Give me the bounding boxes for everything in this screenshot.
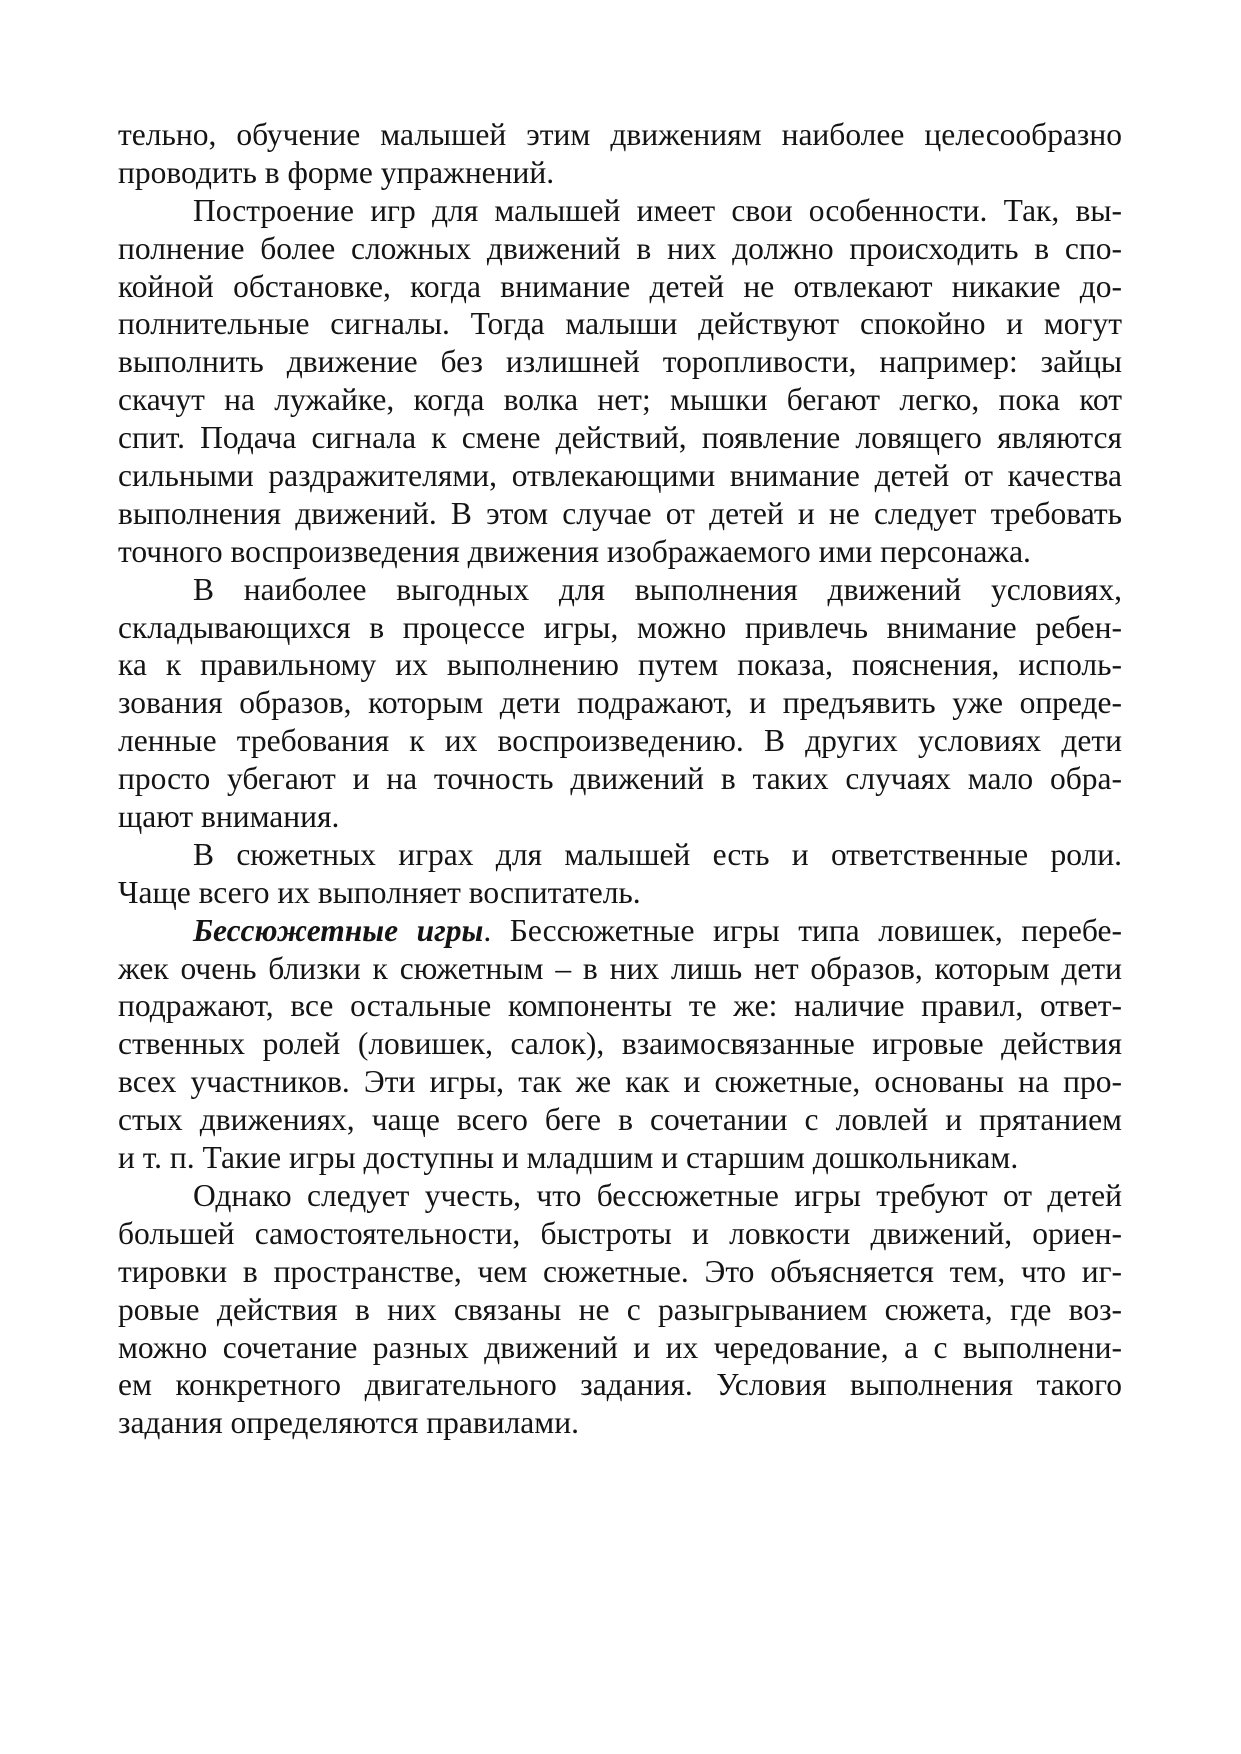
text-line: подражают, все остальные компоненты те же: наличие правил, ответ- <box>118 988 1122 1024</box>
text-line: задания определяются правилами. <box>118 1405 579 1441</box>
text-line: сильными раздражителями, отвлекающими внимание детей от качества <box>118 458 1122 494</box>
paragraph <box>118 116 1122 192</box>
text-line: зования образов, которым дети подражают, и предъявить уже опреде- <box>118 685 1122 721</box>
paragraph <box>118 571 1122 836</box>
text-line: ка к правильному их выполнению путем показа, пояснения, исполь- <box>118 647 1122 683</box>
text-line: стых движениях, чаще всего беге в сочетании с ловлей и прятанием <box>118 1102 1122 1138</box>
text-line: ленные требования к их воспроизведению. В других условиях дети <box>118 723 1122 759</box>
text-line: тировки в пространстве, чем сюжетные. Это объясняется тем, что иг- <box>118 1253 1122 1289</box>
text-line: выполнения движений. В этом случае от детей и не следует требовать <box>118 495 1122 531</box>
text-line: ственных ролей (ловишек, салок), взаимосвязанные игровые действия <box>118 1026 1122 1062</box>
paragraph <box>118 1177 1122 1442</box>
text-line: койной обстановке, когда внимание детей не отвлекают никакие до- <box>118 268 1122 304</box>
paragraph <box>118 836 1122 912</box>
text-line: жек очень близки к сюжетным – в них лишь нет образов, которым дети <box>118 950 1122 986</box>
text-line: Чаще всего их выполняет воспитатель. <box>118 874 641 910</box>
text-fragment: . Бессюжетные игры типа ловишек, перебе- <box>483 912 1122 948</box>
text-line: Построение игр для малышей имеет свои особенности. Так, вы- <box>193 192 1122 228</box>
paragraph <box>118 912 1122 1177</box>
text-line: большей самостоятельности, быстроты и ловкости движений, ориен- <box>118 1215 1122 1251</box>
text-line: и т. п. Такие игры доступны и младшим и старшим дошкольникам. <box>118 1140 1019 1176</box>
text-line: всех участников. Эти игры, так же как и сюжетные, основаны на про- <box>118 1064 1122 1100</box>
text-line: полнительные сигналы. Тогда малыши действуют спокойно и могут <box>118 306 1122 342</box>
text-line: можно сочетание разных движений и их чередование, а с выполнени- <box>118 1329 1122 1365</box>
text-line: складывающихся в процессе игры, можно привлечь внимание ребен- <box>118 609 1122 645</box>
text-line: скачут на лужайке, когда волка нет; мышки бегают легко, пока кот <box>118 382 1122 418</box>
text-line: Однако следует учесть, что бессюжетные игры требуют от детей <box>193 1177 1122 1213</box>
section-term: Бессюжетные игры <box>193 912 484 948</box>
text-line: щают внимания. <box>118 799 340 835</box>
text-line: ровые действия в них связаны не с разыгрыванием сюжета, где воз- <box>118 1291 1122 1327</box>
text-line: В наиболее выгодных для выполнения движений условиях, <box>193 571 1122 607</box>
text-line: точного воспроизведения движения изображаемого ими персонажа. <box>118 533 1031 569</box>
paragraph <box>118 192 1122 571</box>
text-line: проводить в форме упражнений. <box>118 154 555 190</box>
text-line: спит. Подача сигнала к смене действий, появление ловящего являются <box>118 420 1122 456</box>
text-line: полнение более сложных движений в них должно происходить в спо- <box>118 230 1122 266</box>
text-line: В сюжетных играх для малышей есть и ответственные роли. <box>193 836 1122 872</box>
text-line: ем конкретного двигательного задания. Условия выполнения такого <box>118 1367 1122 1403</box>
text-line: тельно, обучение малышей этим движениям наиболее целесообразно <box>118 117 1122 152</box>
text-line: выполнить движение без излишней торопливости, например: зайцы <box>118 344 1122 380</box>
text-line: просто убегают и на точность движений в таких случаях мало обра- <box>118 761 1122 797</box>
page-body <box>118 116 1122 1442</box>
text-line <box>118 912 1122 950</box>
